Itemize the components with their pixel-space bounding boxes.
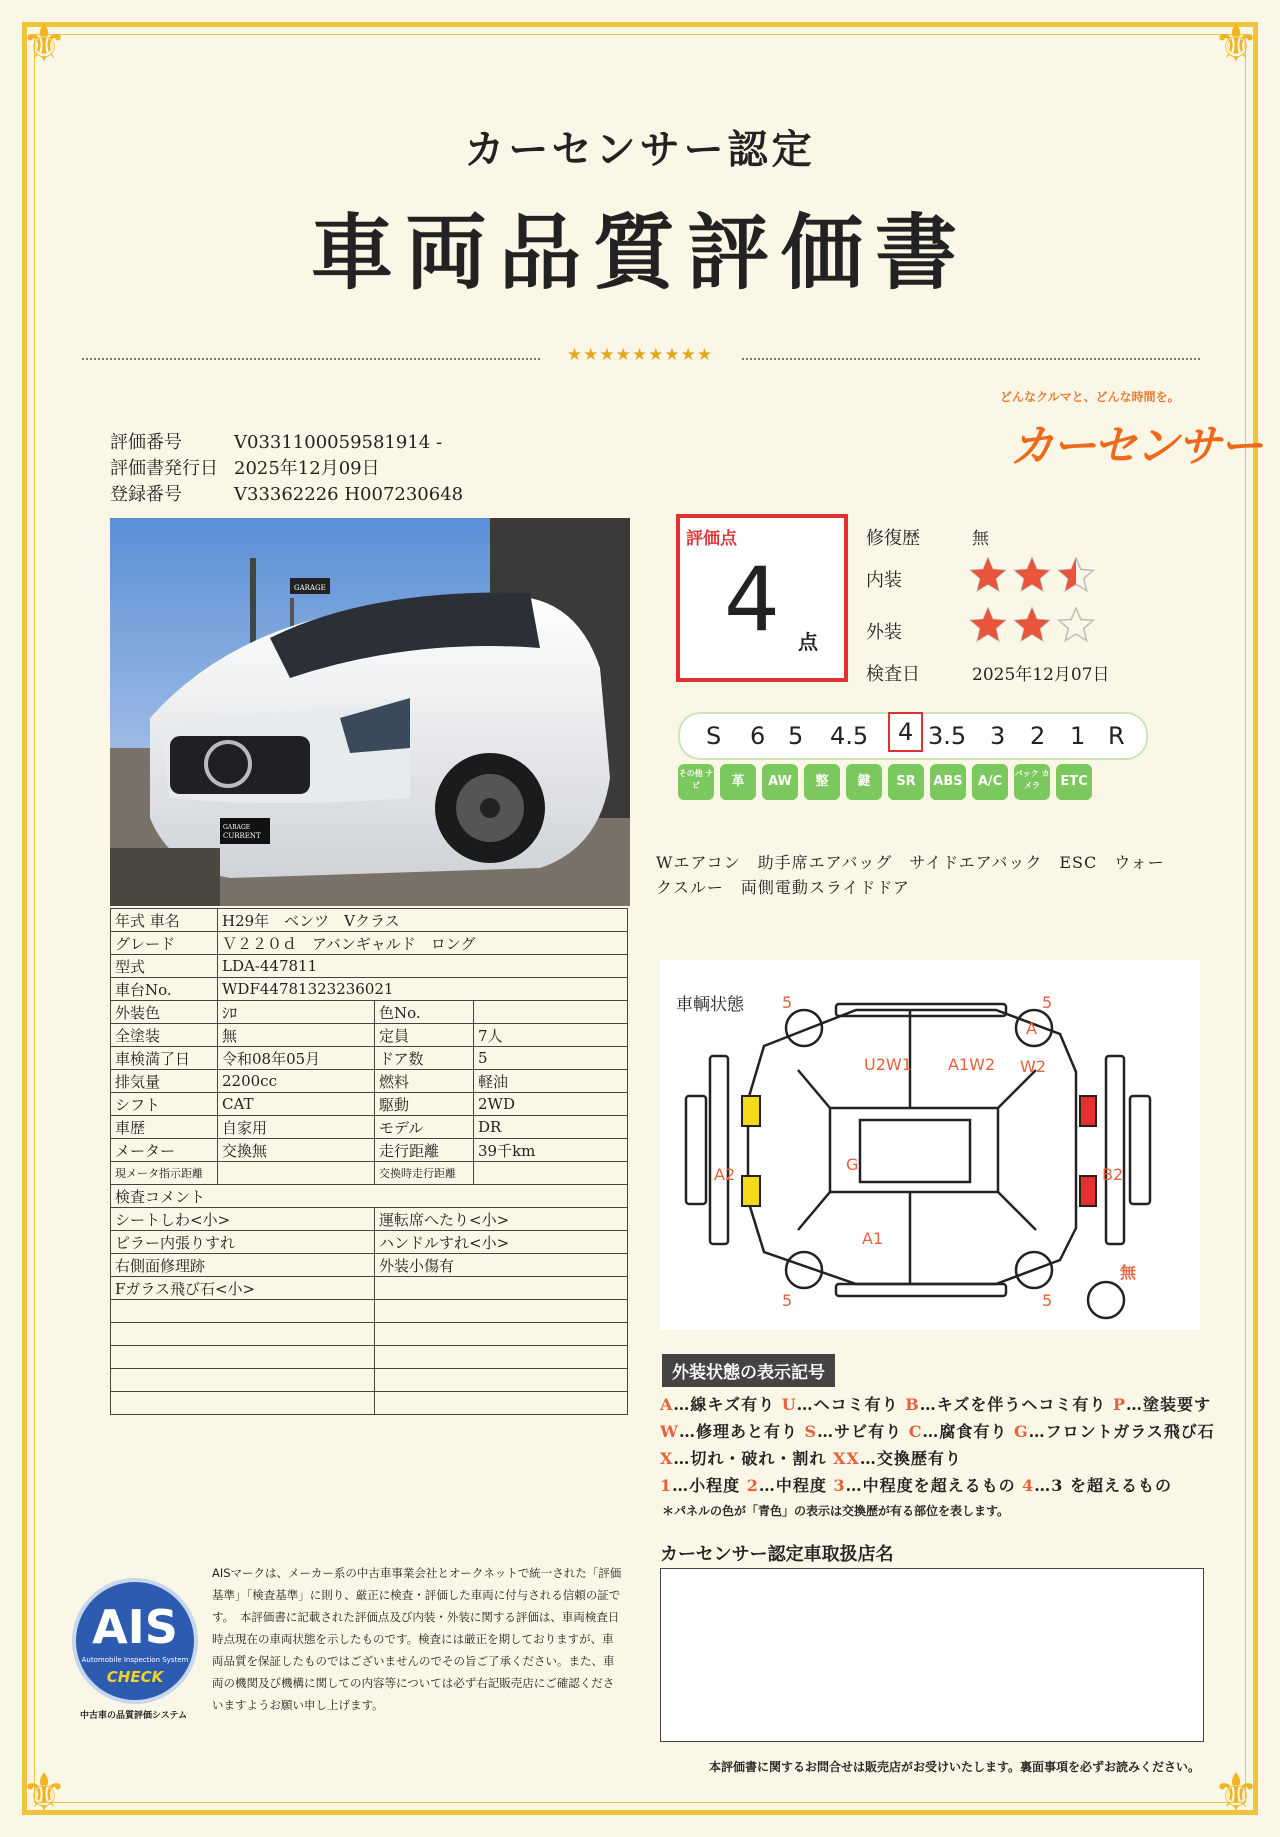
dealer-name-box bbox=[660, 1568, 1204, 1742]
meta-value: V33362226 H007230648 bbox=[234, 484, 464, 505]
certificate-title: 車両品質評価書 bbox=[310, 205, 969, 301]
scale-value: 2 bbox=[1030, 722, 1046, 750]
spec-value: 軽油 bbox=[474, 1070, 628, 1093]
table-row bbox=[111, 955, 628, 978]
diagram-mark: A bbox=[1026, 1019, 1037, 1038]
plate-text: GARAGE bbox=[223, 824, 251, 831]
score-unit: 点 bbox=[798, 630, 818, 654]
scale-value: 3 bbox=[990, 722, 1006, 750]
scale-value: S bbox=[706, 722, 722, 750]
star-divider-icon: ★★★★★★★★★ bbox=[540, 345, 740, 369]
spec-value bbox=[474, 1001, 628, 1024]
diagram-mark: U2W1 bbox=[864, 1055, 912, 1074]
spec-label: 全塗装 bbox=[111, 1024, 218, 1047]
spec-table bbox=[110, 908, 628, 1415]
meta-label: 評価書発行日 bbox=[110, 458, 218, 479]
table-row bbox=[111, 978, 628, 1001]
spec-label: 駆動 bbox=[375, 1093, 474, 1116]
inspection-date-label: 検査日 bbox=[866, 664, 920, 685]
scale-value: R bbox=[1108, 722, 1125, 750]
diagram-mark: G bbox=[846, 1155, 859, 1174]
diagram-mark: 5 bbox=[782, 1291, 793, 1310]
equipment-icon: AW bbox=[762, 764, 798, 800]
scale-value: 3.5 bbox=[928, 722, 967, 750]
spec-label: 走行距離 bbox=[375, 1139, 474, 1162]
spec-value: 2200cc bbox=[218, 1070, 375, 1093]
comment-cell: シートしわ<小> bbox=[111, 1208, 375, 1231]
table-row bbox=[111, 909, 628, 932]
score-value: 4 bbox=[724, 548, 780, 651]
interior-stars bbox=[968, 556, 1098, 596]
spec-value: 7人 bbox=[474, 1024, 628, 1047]
exterior-label: 外装 bbox=[866, 622, 902, 643]
table-row bbox=[111, 1116, 628, 1139]
comment-cell bbox=[111, 1369, 375, 1392]
comment-row bbox=[111, 1231, 628, 1254]
scale-value-selected: 4 bbox=[888, 712, 923, 752]
meta-label: 評価番号 bbox=[110, 432, 182, 453]
spec-value: 5 bbox=[474, 1047, 628, 1070]
dealer-label: カーセンサー認定車取扱店名 bbox=[660, 1544, 894, 1565]
diagram-mark: 5 bbox=[1042, 993, 1053, 1012]
comment-cell bbox=[375, 1323, 628, 1346]
legend-note: ＊パネルの色が「青色」の表示は交換歴が有る部位を表します。 bbox=[662, 1504, 1010, 1518]
comment-row bbox=[111, 1323, 628, 1346]
comment-cell bbox=[375, 1277, 628, 1300]
spec-label: 排気量 bbox=[111, 1070, 218, 1093]
ais-mark: AIS bbox=[92, 1600, 178, 1654]
spec-label: 定員 bbox=[375, 1024, 474, 1047]
scale-value: 5 bbox=[788, 722, 804, 750]
table-row bbox=[111, 1139, 628, 1162]
comment-cell: Fガラス飛び石<小> bbox=[111, 1277, 375, 1300]
spec-value: 無 bbox=[218, 1024, 375, 1047]
spec-value: 令和08年05月 bbox=[218, 1047, 375, 1070]
star-icon bbox=[1015, 608, 1049, 641]
score-scale bbox=[678, 712, 1148, 760]
star-outline-icon bbox=[1059, 608, 1093, 641]
spec-value: H29年 ベンツ Vクラス bbox=[218, 909, 628, 932]
spec-value: 自家用 bbox=[218, 1116, 375, 1139]
comment-cell bbox=[375, 1392, 628, 1415]
sign-text: GARAGE bbox=[294, 584, 326, 592]
ais-check: CHECK bbox=[106, 1668, 164, 1686]
certificate-subtitle: カーセンサー認定 bbox=[464, 126, 816, 173]
star-icon bbox=[971, 608, 1005, 641]
diagram-mark: A2 bbox=[714, 1165, 736, 1184]
equipment-icon: その他 ナビ bbox=[678, 764, 714, 800]
comment-cell bbox=[375, 1369, 628, 1392]
vehicle-photo bbox=[110, 518, 630, 906]
legend-line: W…修理あと有り S…サビ有り C…腐食有り G…フロントガラス飛び石 bbox=[660, 1422, 1215, 1441]
star-icon bbox=[971, 558, 1005, 591]
meta-label: 登録番号 bbox=[110, 484, 182, 505]
comment-row bbox=[111, 1208, 628, 1231]
table-row bbox=[111, 1185, 628, 1208]
spec-label: メーター bbox=[111, 1139, 218, 1162]
comment-row bbox=[111, 1254, 628, 1277]
diagram-mark: A1 bbox=[862, 1229, 884, 1248]
comment-cell bbox=[111, 1300, 375, 1323]
plate-text: CURRENT bbox=[223, 832, 261, 840]
repair-label: 修復歴 bbox=[866, 528, 920, 549]
legend-line: 1…小程度 2…中程度 3…中程度を超えるもの 4…3 を超えるもの bbox=[660, 1476, 1173, 1495]
comment-cell bbox=[375, 1346, 628, 1369]
table-row bbox=[111, 1093, 628, 1116]
diagram-mark: 無 bbox=[1120, 1263, 1137, 1282]
spec-value: WDF44781323236021 bbox=[218, 978, 628, 1001]
overall-score-box bbox=[676, 514, 848, 682]
options-text: Wエアコン 助手席エアバッグ サイドエアバック ESC ウォークスルー 両側電動スライドドア bbox=[656, 853, 1165, 897]
table-row bbox=[111, 1070, 628, 1093]
meta-row bbox=[110, 480, 463, 506]
equipment-icon: 革 bbox=[720, 764, 756, 800]
spec-label: 型式 bbox=[111, 955, 218, 978]
star-icon bbox=[1015, 558, 1049, 591]
equipment-icon: SR bbox=[888, 764, 924, 800]
diagram-title: 車輌状態 bbox=[676, 995, 744, 1015]
legend-title: 外装状態の表示記号 bbox=[662, 1354, 835, 1387]
comment-cell bbox=[111, 1346, 375, 1369]
comment-row bbox=[111, 1346, 628, 1369]
comment-row bbox=[111, 1369, 628, 1392]
corner-ornament-icon: ⚜ bbox=[20, 1763, 68, 1823]
comment-row bbox=[111, 1300, 628, 1323]
legend-line: A…線キズ有り U…ヘコミ有り B…キズを伴うヘコミ有り P…塗装要す bbox=[660, 1395, 1212, 1414]
comment-cell bbox=[111, 1392, 375, 1415]
spec-value: CAT bbox=[218, 1093, 375, 1116]
diagram-mark: W2 bbox=[1020, 1057, 1046, 1076]
meta-value: 2025年12月09日 bbox=[234, 458, 380, 479]
table-row bbox=[111, 932, 628, 955]
spec-value: ｼﾛ bbox=[218, 1001, 375, 1024]
score-label: 評価点 bbox=[686, 529, 737, 549]
comment-header: 検査コメント bbox=[111, 1185, 628, 1208]
spec-label: 年式 車名 bbox=[111, 909, 218, 932]
spec-label: 車検満了日 bbox=[111, 1047, 218, 1070]
table-row bbox=[111, 1047, 628, 1070]
comment-row bbox=[111, 1392, 628, 1415]
comment-cell bbox=[375, 1300, 628, 1323]
legend-line: X…切れ・破れ・割れ XX…交換歴有り bbox=[660, 1449, 962, 1468]
comment-cell: 外装小傷有 bbox=[375, 1254, 628, 1277]
comment-row bbox=[111, 1277, 628, 1300]
table-row bbox=[111, 1024, 628, 1047]
equipment-icon: 整 bbox=[804, 764, 840, 800]
spec-label: 現メータ指示距離 bbox=[111, 1162, 218, 1185]
spec-label: 色No. bbox=[375, 1001, 474, 1024]
spec-value: 交換無 bbox=[218, 1139, 375, 1162]
meta-value: V0331100059581914 - bbox=[234, 432, 443, 453]
footer-note: 本評価書に関するお問合せは販売店がお受けいたします。裏面事項を必ずお読みください。 bbox=[708, 1760, 1200, 1774]
comment-cell: ハンドルすれ<小> bbox=[375, 1231, 628, 1254]
spec-value bbox=[474, 1162, 628, 1185]
scale-value: 4.5 bbox=[830, 722, 869, 750]
spec-label: 燃料 bbox=[375, 1070, 474, 1093]
meta-row bbox=[110, 428, 442, 454]
spec-label: ドア数 bbox=[375, 1047, 474, 1070]
table-row bbox=[111, 1001, 628, 1024]
corner-ornament-icon: ⚜ bbox=[1212, 14, 1260, 74]
interior-label: 内装 bbox=[866, 570, 902, 591]
scale-value: 1 bbox=[1070, 722, 1086, 750]
spec-value: 2WD bbox=[474, 1093, 628, 1116]
ais-check-logo bbox=[72, 1578, 198, 1704]
spec-label: 車台No. bbox=[111, 978, 218, 1001]
spec-value: LDA-447811 bbox=[218, 955, 628, 978]
spec-value: 39千km bbox=[474, 1139, 628, 1162]
spec-value: Ｖ２２０ｄ アバンギャルド ロング bbox=[218, 932, 628, 955]
diagram-mark: 5 bbox=[1042, 1291, 1053, 1310]
spec-value bbox=[218, 1162, 375, 1185]
ais-description: AISマークは、メーカー系の中古車事業会社とオークネットで統一された「評価基準」「検査基準」に則り、厳正に検査・評価した車両に付与される信頼の証です。 本評価書に記載された評価点及び内装・外装に関する評価は、車両検査日時点現在の車両状態を示したものです。検査には厳正を期しておりますが、車両品質を保証したものではございませんのでその旨ご了承ください。また、車両の機関及び機構に関しての内容等については必ず右記販売店にご確認くださいますようお願い申し上げます。 bbox=[212, 1566, 622, 1712]
repair-value: 無 bbox=[972, 529, 989, 549]
exterior-stars bbox=[968, 606, 1098, 646]
equipment-icon: バック カメラ bbox=[1014, 764, 1050, 800]
diagram-mark: 5 bbox=[782, 993, 793, 1012]
scale-value: 6 bbox=[750, 722, 766, 750]
inspection-date-value: 2025年12月07日 bbox=[972, 665, 1110, 685]
carsensor-logo: カーセンサー bbox=[1010, 421, 1262, 472]
brand-tagline: どんなクルマと、どんな時間を。 bbox=[1000, 390, 1180, 404]
table-row bbox=[111, 1162, 628, 1185]
comment-cell bbox=[111, 1323, 375, 1346]
vehicle-condition-diagram bbox=[660, 960, 1200, 1330]
equipment-icon: A/C bbox=[972, 764, 1008, 800]
spec-label: グレード bbox=[111, 932, 218, 955]
comment-cell: 右側面修理跡 bbox=[111, 1254, 375, 1277]
comment-cell: 運転席へたり<小> bbox=[375, 1208, 628, 1231]
spec-label: 交換時走行距離 bbox=[375, 1162, 474, 1185]
equipment-icon: 鍵 bbox=[846, 764, 882, 800]
ais-caption: 中古車の品質評価システム bbox=[80, 1711, 188, 1721]
corner-ornament-icon: ⚜ bbox=[20, 14, 68, 74]
spec-value: DR bbox=[474, 1116, 628, 1139]
comment-cell: ピラー内張りすれ bbox=[111, 1231, 375, 1254]
spec-label: 車歴 bbox=[111, 1116, 218, 1139]
equipment-icon: ETC bbox=[1056, 764, 1092, 800]
spec-label: モデル bbox=[375, 1116, 474, 1139]
spec-label: シフト bbox=[111, 1093, 218, 1116]
diagram-mark: A1W2 bbox=[948, 1055, 996, 1074]
meta-row bbox=[110, 454, 380, 480]
corner-ornament-icon: ⚜ bbox=[1212, 1763, 1260, 1823]
spec-label: 外装色 bbox=[111, 1001, 218, 1024]
diagram-mark: B2 bbox=[1102, 1165, 1124, 1184]
ais-sub: Automobile Inspection System bbox=[81, 1656, 189, 1664]
equipment-icon: ABS bbox=[930, 764, 966, 800]
